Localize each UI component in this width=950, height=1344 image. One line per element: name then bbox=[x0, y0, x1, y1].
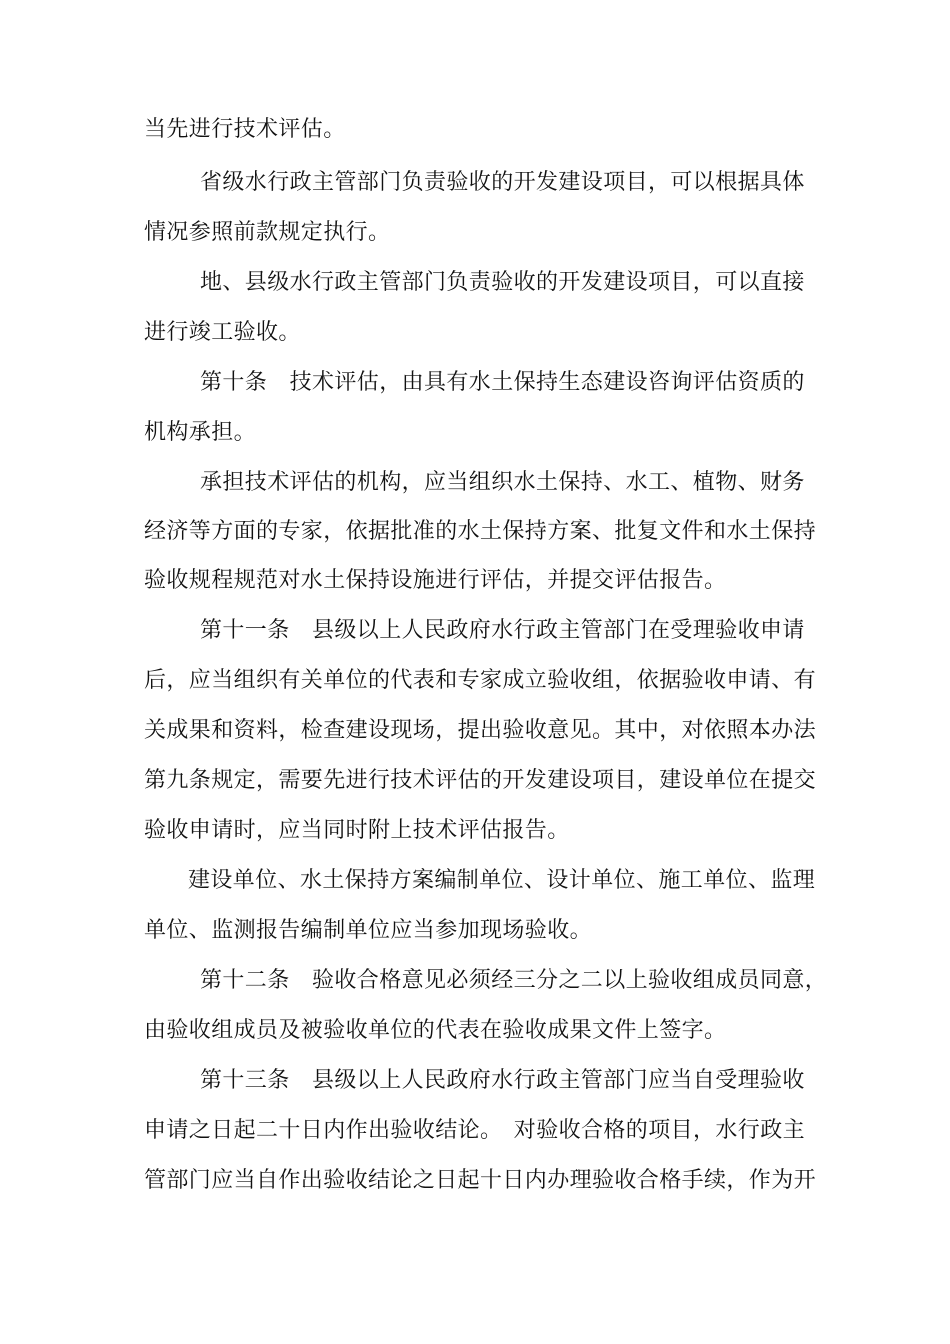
text-line: 第十二条 验收合格意见必须经三分之二以上验收组成员同意， bbox=[200, 968, 828, 993]
text-line: 第十三条 县级以上人民政府水行政主管部门应当自受理验收 bbox=[200, 1068, 805, 1093]
text-line: 第九条规定，需要先进行技术评估的开发建设项目，建设单位在提交 bbox=[144, 768, 817, 793]
text-line: 地、县级水行政主管部门负责验收的开发建设项目，可以直接 bbox=[200, 270, 805, 295]
text-line: 第十一条 县级以上人民政府水行政主管部门在受理验收申请 bbox=[200, 618, 805, 643]
text-line: 管部门应当自作出验收结论之日起十日内办理验收合格手续，作为开 bbox=[144, 1168, 817, 1193]
text-line: 当先进行技术评估。 bbox=[144, 117, 346, 142]
text-line: 进行竣工验收。 bbox=[144, 320, 301, 345]
text-line: 验收规程规范对水土保持设施进行评估，并提交评估报告。 bbox=[144, 568, 727, 593]
text-line: 后，应当组织有关单位的代表和专家成立验收组，依据验收申请、有 bbox=[144, 668, 817, 693]
text-line: 单位、监测报告编制单位应当参加现场验收。 bbox=[144, 918, 593, 943]
text-line: 建设单位、水土保持方案编制单位、设计单位、施工单位、监理 bbox=[188, 868, 816, 893]
text-line: 由验收组成员及被验收单位的代表在验收成果文件上签字。 bbox=[144, 1018, 727, 1043]
text-line: 第十条 技术评估，由具有水土保持生态建设咨询评估资质的 bbox=[200, 370, 805, 395]
text-line: 省级水行政主管部门负责验收的开发建设项目，可以根据具体 bbox=[200, 170, 805, 195]
text-line: 关成果和资料，检查建设现场，提出验收意见。其中，对依照本办法 bbox=[144, 718, 817, 743]
text-line: 申请之日起二十日内作出验收结论。 对验收合格的项目，水行政主 bbox=[144, 1118, 806, 1143]
text-line: 验收申请时，应当同时附上技术评估报告。 bbox=[144, 818, 570, 843]
text-line: 经济等方面的专家，依据批准的水土保持方案、批复文件和水土保持 bbox=[144, 519, 817, 544]
text-line: 承担技术评估的机构，应当组织水土保持、水工、植物、财务 bbox=[200, 470, 805, 495]
text-line: 机构承担。 bbox=[144, 420, 257, 445]
text-line: 情况参照前款规定执行。 bbox=[144, 220, 391, 245]
